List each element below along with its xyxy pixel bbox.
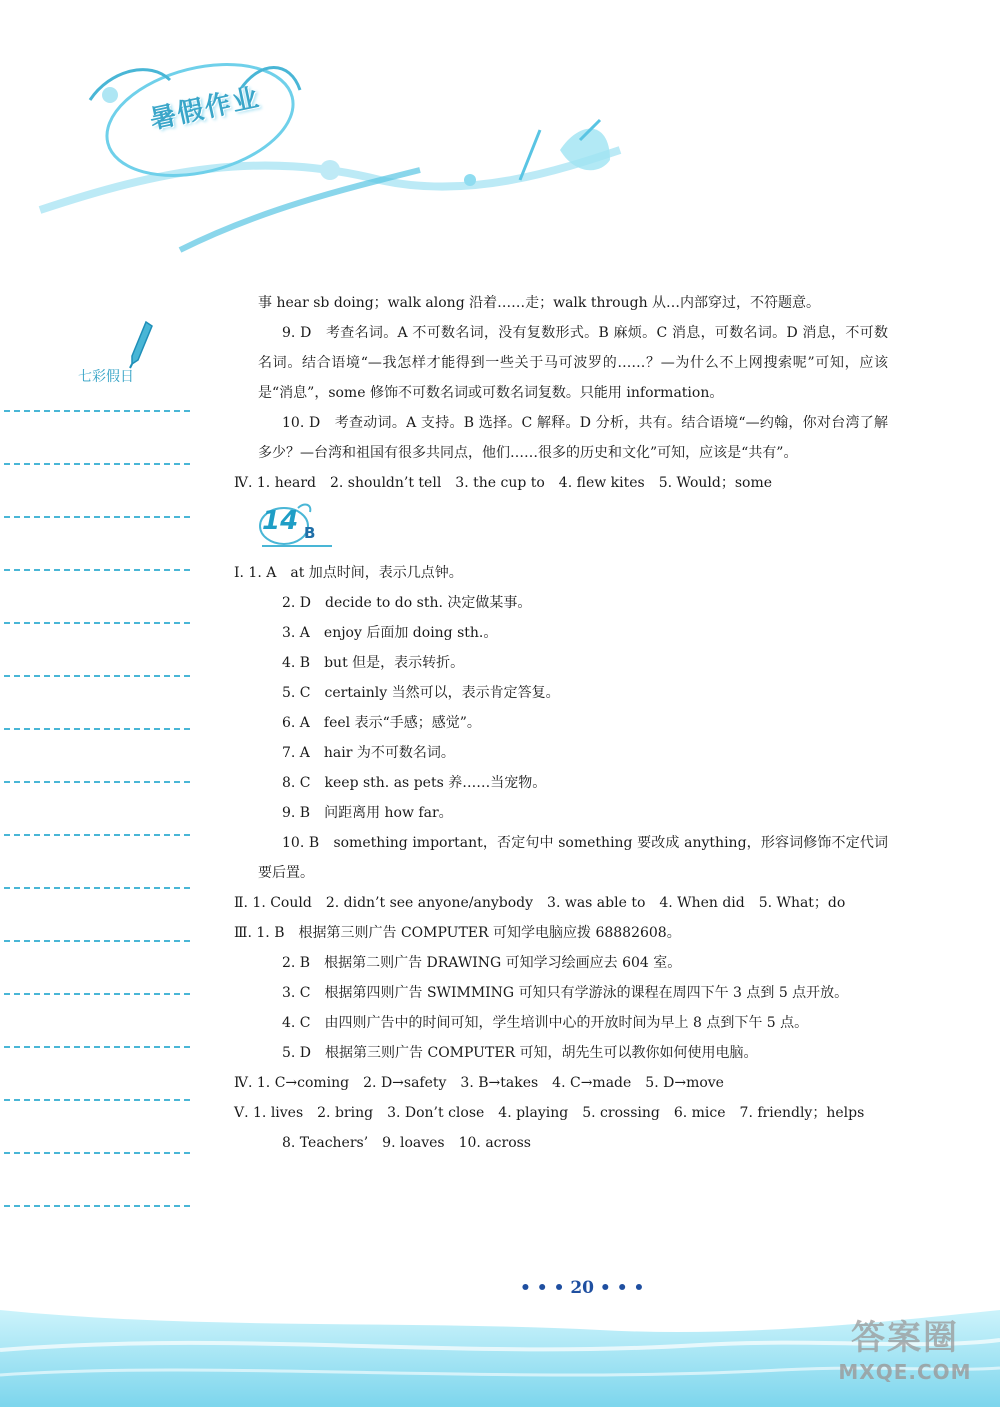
- writing-line: [4, 516, 190, 518]
- page-number: • • • 20 • • •: [520, 1278, 645, 1298]
- section-4-answers: Ⅳ. 1. C→coming 2. D→safety 3. B→takes 4. C→made 5. D→move: [234, 1075, 724, 1091]
- section-2-answers: Ⅱ. 1. Could 2. didn’t see anyone/anybody 3. was able to 4. When did 5. What；do: [234, 895, 846, 911]
- section-1-item: 5. C certainly 当然可以，表示肯定答复。: [282, 685, 560, 701]
- watermark-url: MXQE.COM: [838, 1360, 972, 1384]
- answer-content: [234, 288, 888, 1158]
- watermark: [820, 1318, 990, 1398]
- writing-line: [4, 1205, 190, 1207]
- writing-line: [4, 728, 190, 730]
- header-title: 暑假作业: [147, 82, 264, 136]
- section-1-item: 9. B 问距离用 how far。: [282, 805, 453, 821]
- writing-line: [4, 940, 190, 942]
- writing-line: [4, 781, 190, 783]
- section-1-item: 2. D decide to do sth. 决定做某事。: [282, 595, 532, 611]
- answer-paragraph-10: 10. D 考查动词。A 支持。B 选择。C 解释。D 分析，共有。结合语境“—约翰，你对台湾了解多少？—台湾和祖国有很多共同点，他们……很多的历史和文化”可知，应该是“共有”。: [258, 415, 888, 461]
- writing-line: [4, 1099, 190, 1101]
- section-3-item: 3. C 根据第四则广告 SWIMMING 可知只有学游泳的课程在周四下午 3 点到 5 点开放。: [282, 985, 849, 1001]
- writing-line: [4, 569, 190, 571]
- section-5-answers: 8. Teachers’ 9. loaves 10. across: [282, 1135, 531, 1151]
- writing-line: [4, 1152, 190, 1154]
- section-1-item: 8. C keep sth. as pets 养……当宠物。: [282, 775, 547, 791]
- writing-line: [4, 993, 190, 995]
- section-3-item: 5. D 根据第三则广告 COMPUTER 可知，胡先生可以教你如何使用电脑。: [282, 1045, 758, 1061]
- answer-line: 事 hear sb doing；walk along 沿着……走；walk through 从…内部穿过，不符题意。: [258, 295, 821, 311]
- section-badge: [258, 502, 888, 552]
- section-1-item: Ⅰ. 1. A at 加点时间，表示几点钟。: [234, 565, 463, 581]
- badge-number: 14: [262, 506, 299, 536]
- section-1-item: 7. A hair 为不可数名词。: [282, 745, 455, 761]
- writing-line: [4, 1046, 190, 1048]
- watermark-logo-text: 答案圈: [851, 1318, 959, 1358]
- section-3-item: 4. C 由四则广告中的时间可知，学生培训中心的开放时间为早上 8 点到下午 5 点。: [282, 1015, 809, 1031]
- sidebar-label: 七彩假日: [78, 369, 134, 385]
- writing-line: [4, 463, 190, 465]
- header-swirl-decoration: [0, 0, 640, 260]
- section-1-item: 6. A feel 表示“手感；感觉”。: [282, 715, 481, 731]
- section-1-item: 10. B something important，否定句中 something 要改成 anything，形容词修饰不定代词要后置。: [258, 835, 888, 881]
- sidebar: [0, 320, 200, 1220]
- writing-line: [4, 622, 190, 624]
- writing-line: [4, 834, 190, 836]
- section-1-item: 3. A enjoy 后面加 doing sth.。: [282, 625, 498, 641]
- section-3-item: Ⅲ. 1. B 根据第三则广告 COMPUTER 可知学电脑应拨 68882608。: [234, 925, 681, 941]
- section-1-item: 4. B but 但是，表示转折。: [282, 655, 465, 671]
- badge-letter: B: [304, 524, 316, 542]
- writing-line: [4, 410, 190, 412]
- answer-paragraph-9: 9. D 考查名词。A 不可数名词，没有复数形式。B 麻烦。C 消息，可数名词。D 消息，不可数名词。结合语境“—我怎样才能得到一些关于马可波罗的……？—为什么不上网搜索呢”可知，应该是“消息”，some 修饰不可数名词或可数名词复数。只能用 information。: [258, 325, 888, 401]
- writing-line: [4, 675, 190, 677]
- section-4-answers: Ⅳ. 1. heard 2. shouldn’t tell 3. the cup to 4. flew kites 5. Would；some: [234, 475, 773, 491]
- header-banner: [0, 0, 640, 260]
- section-5-answers: Ⅴ. 1. lives 2. bring 3. Don’t close 4. playing 5. crossing 6. mice 7. friendly；helps: [234, 1105, 865, 1121]
- section-3-item: 2. B 根据第二则广告 DRAWING 可知学习绘画应去 604 室。: [282, 955, 682, 971]
- pen-icon: [126, 320, 156, 370]
- writing-line: [4, 887, 190, 889]
